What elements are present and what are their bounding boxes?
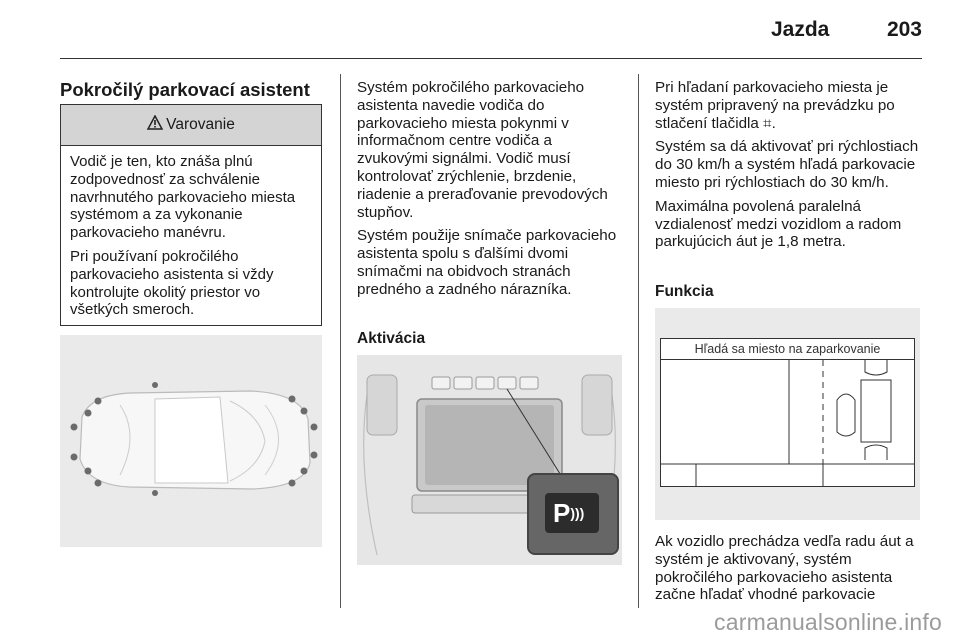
warning-title: Varovanie bbox=[166, 116, 235, 133]
paragraph: Systém pokročilého parkovacieho asistenta navedie vodiča do parkovacieho miesta pokynmi v informačnom centre vodiča a zvukovými signálmi. Vodič musí kontrolovať zrýchlenie, brzdenie, riadenie a preraďovanie prevodových stupňov. bbox=[357, 79, 608, 221]
car-sensors-figure bbox=[60, 335, 322, 547]
parking-button-callout bbox=[527, 473, 619, 555]
display-figure bbox=[655, 308, 920, 520]
column-divider bbox=[340, 74, 341, 608]
column-3-text bbox=[655, 79, 925, 257]
parking-assist-button bbox=[545, 493, 599, 533]
parking-space-diagram bbox=[661, 360, 914, 486]
warning-paragraph: Vodič je ten, kto znáša plnú zodpovednosť za schválenie navrhnutého parkovacieho miesta systémom a za vykonanie parkovacieho manévru. bbox=[70, 153, 296, 242]
watermark: carmanualsonline.info bbox=[714, 609, 942, 635]
info-display bbox=[660, 338, 915, 487]
column-2-text bbox=[357, 79, 627, 305]
paragraph: Maximálna povolená paralelná vzdialenosť medzi vozidlom a radom parkujúcich áut je 1,8 metra. bbox=[655, 197, 902, 251]
warning-body bbox=[61, 146, 321, 319]
warning-triangle-icon bbox=[147, 115, 163, 135]
parking-button-label: P bbox=[553, 498, 571, 528]
warning-paragraph: Pri používaní pokročilého parkovacieho asistenta si vždy kontrolujte okolitý priestor vo všetkých smeroch. bbox=[70, 247, 274, 319]
paragraph: Ak vozidlo prechádza vedľa radu áut a systém je aktivovaný, systém pokročilého parkovacieho asistenta začne hľadať vhodné parkovacie bbox=[655, 533, 914, 604]
paragraph: Systém sa dá aktivovať pri rýchlostiach do 30 km/h a systém hľadá parkovacie miesto pri rýchlostiach do 30 km/h. bbox=[655, 138, 919, 191]
paragraph: Pri hľadaní parkovacieho miesta je systém pripravený na prevádzku po stlačení tlačidla ⌗. bbox=[655, 79, 895, 132]
page-number: 203 bbox=[886, 18, 922, 41]
column-divider bbox=[638, 74, 639, 608]
warning-box bbox=[60, 104, 322, 326]
column-3-continued-text bbox=[655, 533, 925, 610]
header-divider bbox=[60, 58, 922, 59]
section-title: Pokročilý parkovací asistent bbox=[60, 79, 310, 100]
paragraph: Systém použije snímače parkovacieho asistenta spolu s ďalšími dvomi snímačmi na obidvoch stranách predného a zadného nárazníka. bbox=[357, 227, 617, 298]
warning-header bbox=[61, 105, 321, 146]
subheading-function: Funkcia bbox=[655, 283, 714, 300]
dashboard-figure bbox=[357, 355, 622, 565]
chapter-title: Jazda bbox=[771, 18, 830, 41]
car-top-view-illustration bbox=[60, 335, 322, 547]
parking-sensor-waves-icon: ))) bbox=[570, 505, 585, 521]
display-title: Hľadá sa miesto na zaparkovanie bbox=[661, 339, 914, 360]
subheading-activation: Aktivácia bbox=[357, 330, 426, 347]
